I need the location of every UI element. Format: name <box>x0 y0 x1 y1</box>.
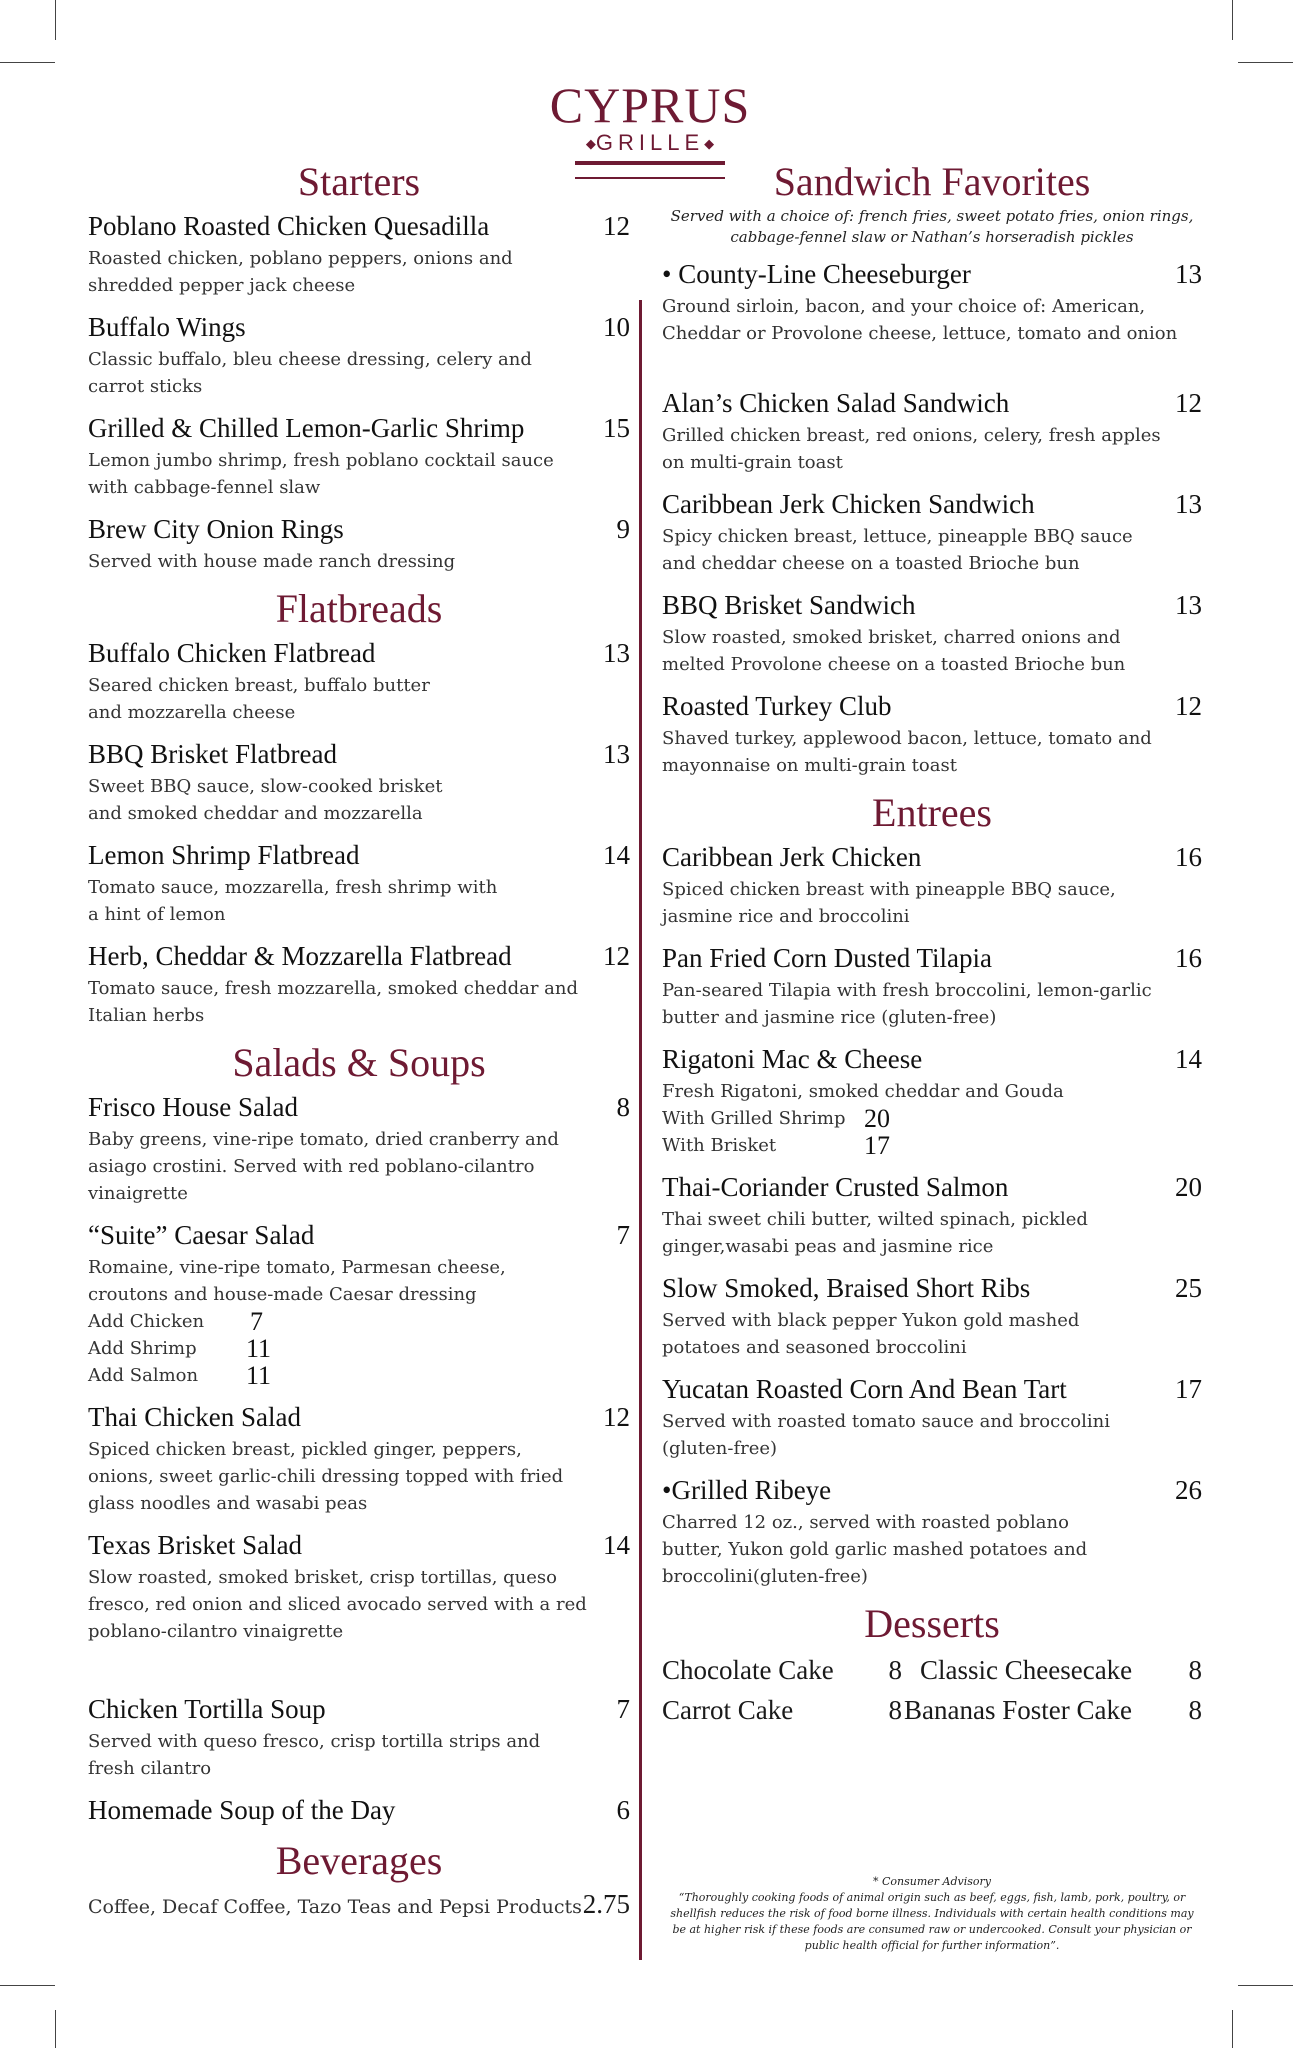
item-price: 17 <box>1175 1374 1202 1404</box>
item-description: Spiced chicken breast with pineapple BBQ sauce, jasmine rice and broccolini <box>662 879 1116 927</box>
dessert-item <box>902 1652 1202 1688</box>
logo-sub <box>540 130 760 157</box>
sandwiches-list <box>662 258 1202 779</box>
item-description: Classic buffalo, bleu cheese dressing, celery and carrot sticks <box>88 349 532 397</box>
item-name: Texas Brisket Salad <box>88 1530 303 1560</box>
section-title-starters: Starters <box>297 159 421 204</box>
menu-item <box>88 311 630 400</box>
item-name: • County-Line Cheeseburger <box>662 259 971 289</box>
item-price: 7 <box>616 1220 630 1250</box>
section-title-desserts: Desserts <box>864 1601 1000 1646</box>
item-name: Thai Chicken Salad <box>88 1402 301 1432</box>
item-name: Pan Fried Corn Dusted Tilapia <box>662 943 993 973</box>
starters-list <box>88 210 630 575</box>
item-price: 13 <box>603 638 630 668</box>
menu-item <box>88 839 630 928</box>
crop-mark <box>55 2010 56 2048</box>
item-price: 12 <box>603 941 630 971</box>
section-title-sandwiches: Sandwich Favorites <box>773 159 1091 204</box>
menu-item <box>662 1272 1202 1361</box>
logo-name: CYPRUS <box>549 77 751 133</box>
menu-item <box>662 589 1202 678</box>
item-description: Lemon jumbo shrimp, fresh poblano cocktail sauce with cabbage-fennel slaw <box>88 450 554 498</box>
item-description: Served with house made ranch dressing <box>88 551 456 572</box>
item-name: BBQ Brisket Sandwich <box>662 590 916 620</box>
addon-label: Add Salmon <box>88 1365 199 1386</box>
item-description: Baby greens, vine-ripe tomato, dried cranberry and asiago crostini. Served with red poblano-cilantro vinaigrette <box>88 1129 559 1204</box>
addon-price: 17 <box>864 1131 890 1160</box>
menu-item <box>662 1171 1202 1260</box>
dessert-item <box>662 1692 902 1728</box>
addon-price: 20 <box>864 1104 890 1133</box>
menu-item <box>662 1373 1202 1462</box>
item-name: Buffalo Chicken Flatbread <box>88 638 376 668</box>
addon-price: 11 <box>246 1361 272 1390</box>
addon-label: Add Chicken <box>88 1311 205 1332</box>
menu-item <box>662 387 1202 476</box>
item-name: Caribbean Jerk Chicken Sandwich <box>662 489 1035 519</box>
sandwiches-note: Served with a choice of: french fries, sweet potato fries, onion rings, cabbage-fennel slaw or Nathan’s horseradish pickles <box>670 207 1194 246</box>
item-name: Rigatoni Mac & Cheese <box>662 1044 923 1074</box>
item-price: 12 <box>1175 691 1202 721</box>
beverages-row <box>88 1889 630 1922</box>
dessert-item <box>662 1652 902 1688</box>
menu-item <box>662 841 1202 930</box>
item-description: Spiced chicken breast, pickled ginger, peppers, onions, sweet garlic-chili dressing topped with fried glass noodles and wasabi peas <box>88 1439 564 1514</box>
item-name: Poblano Roasted Chicken Quesadilla <box>88 211 490 241</box>
addon-price: 11 <box>246 1334 272 1363</box>
item-price: 16 <box>1175 842 1202 872</box>
item-price: 20 <box>1175 1172 1202 1202</box>
item-name: “Suite” Caesar Salad <box>88 1220 315 1250</box>
item-description: Ground sirloin, bacon, and your choice of: American, Cheddar or Provolone cheese, lettuce, tomato and onion <box>662 296 1178 344</box>
item-description: Fresh Rigatoni, smoked cheddar and Gouda <box>662 1081 1064 1102</box>
menu-item <box>662 690 1202 779</box>
item-price: 14 <box>603 1530 630 1560</box>
salads-list <box>88 1091 630 1827</box>
dessert-price: 8 <box>888 1695 902 1725</box>
flatbreads-list <box>88 637 630 1029</box>
dessert-price: 8 <box>1188 1655 1202 1685</box>
item-description: Served with black pepper Yukon gold mashed potatoes and seasoned broccolini <box>662 1310 1080 1358</box>
crop-mark <box>1238 62 1293 63</box>
advisory-text: “Thoroughly cooking foods of animal origin such as beef, eggs, fish, lamb, pork, poultry, or shellfish reduces the risk of food borne illness. Individuals with certain health conditions may be at higher risk if these foods are consumed raw or undercooked. Consult your physician or public health official for further information”. <box>670 1891 1194 1952</box>
dessert-item <box>902 1692 1202 1728</box>
item-description: Sweet BBQ sauce, slow-cooked brisket and smoked cheddar and mozzarella <box>88 776 443 824</box>
item-name: Grilled & Chilled Lemon-Garlic Shrimp <box>88 413 525 443</box>
dessert-price: 8 <box>888 1655 902 1685</box>
item-description: Tomato sauce, mozzarella, fresh shrimp with a hint of lemon <box>88 877 498 925</box>
section-title-salads: Salads & Soups <box>232 1040 486 1085</box>
item-price: 26 <box>1175 1475 1202 1505</box>
addon-label: With Grilled Shrimp <box>662 1108 846 1129</box>
item-price: 12 <box>603 1402 630 1432</box>
item-price: 13 <box>1175 489 1202 519</box>
beverages-text: Coffee, Decaf Coffee, Tazo Teas and Pepsi Products <box>88 1896 582 1918</box>
right-column <box>662 160 1202 1728</box>
menu-item <box>88 1693 630 1782</box>
item-description: Grilled chicken breast, red onions, celery, fresh apples on multi-grain toast <box>662 425 1161 473</box>
spacer <box>88 1657 630 1693</box>
item-name: Caribbean Jerk Chicken <box>662 842 922 872</box>
item-description: Slow roasted, smoked brisket, crisp tortillas, queso fresco, red onion and sliced avocado served with a red poblano-cilantro vinaigrette <box>88 1567 587 1642</box>
menu-item <box>88 738 630 827</box>
section-title-beverages: Beverages <box>275 1838 443 1883</box>
item-description: Pan-seared Tilapia with fresh broccolini, lemon-garlic butter and jasmine rice (gluten-free) <box>662 980 1152 1028</box>
item-description: Served with queso fresco, crisp tortilla strips and fresh cilantro <box>88 1731 541 1779</box>
item-description: Spicy chicken breast, lettuce, pineapple BBQ sauce and cheddar cheese on a toasted Brioche bun <box>662 526 1133 574</box>
dessert-name: Carrot Cake <box>662 1695 794 1725</box>
item-price: 14 <box>1175 1044 1202 1074</box>
item-name: Roasted Turkey Club <box>662 691 892 721</box>
item-price: 12 <box>1175 388 1202 418</box>
crop-mark <box>0 62 55 63</box>
menu-item <box>88 210 630 299</box>
item-price: 7 <box>616 1694 630 1724</box>
menu-item <box>88 1091 630 1207</box>
beverages-price: 2.75 <box>582 1889 630 1919</box>
item-name: Alan’s Chicken Salad Sandwich <box>662 388 1010 418</box>
menu-item <box>662 258 1202 347</box>
item-description: Tomato sauce, fresh mozzarella, smoked cheddar and Italian herbs <box>88 978 579 1026</box>
item-price: 6 <box>616 1795 630 1825</box>
item-name: Slow Smoked, Braised Short Ribs <box>662 1273 1031 1303</box>
section-title-entrees: Entrees <box>872 790 992 835</box>
section-title-flatbreads: Flatbreads <box>275 586 443 631</box>
crop-mark <box>1232 2010 1233 2048</box>
addon-row <box>88 1335 630 1362</box>
item-name: Homemade Soup of the Day <box>88 1795 396 1825</box>
item-name: Lemon Shrimp Flatbread <box>88 840 360 870</box>
item-name: Frisco House Salad <box>88 1092 298 1122</box>
consumer-advisory <box>662 1874 1202 1954</box>
left-column <box>88 160 630 1922</box>
addon-label: Add Shrimp <box>88 1338 197 1359</box>
dessert-name: Classic Cheesecake <box>920 1655 1133 1685</box>
item-price: 13 <box>1175 590 1202 620</box>
dessert-name: Bananas Foster Cake <box>904 1695 1132 1725</box>
menu-item <box>88 513 630 575</box>
menu-item <box>88 1401 630 1517</box>
item-description: Seared chicken breast, buffalo butter and mozzarella cheese <box>88 675 430 723</box>
advisory-title: * Consumer Advisory <box>872 1875 991 1888</box>
addon-row <box>88 1362 630 1389</box>
item-description: Shaved turkey, applewood bacon, lettuce, tomato and mayonnaise on multi-grain toast <box>662 728 1152 776</box>
menu-item <box>662 488 1202 577</box>
addon-row <box>662 1105 1202 1132</box>
item-price: 8 <box>616 1092 630 1122</box>
diamond-icon: ◆ <box>585 136 596 152</box>
diamond-icon: ◆ <box>704 136 715 152</box>
menu-item <box>88 1529 630 1645</box>
crop-mark <box>0 1985 55 1986</box>
desserts-grid <box>662 1652 1202 1728</box>
item-name: BBQ Brisket Flatbread <box>88 739 337 769</box>
item-name: •Grilled Ribeye <box>662 1475 832 1505</box>
logo-sub-text: GRILLE <box>595 130 705 155</box>
addon-row <box>662 1132 1202 1159</box>
item-price: 13 <box>603 739 630 769</box>
item-name: Buffalo Wings <box>88 312 246 342</box>
item-price: 12 <box>603 211 630 241</box>
addon-label: With Brisket <box>662 1135 777 1156</box>
item-price: 15 <box>603 413 630 443</box>
item-price: 14 <box>603 840 630 870</box>
menu-item <box>88 637 630 726</box>
item-name: Brew City Onion Rings <box>88 514 344 544</box>
menu-item <box>88 1219 630 1389</box>
item-name: Chicken Tortilla Soup <box>88 1694 326 1724</box>
item-price: 25 <box>1175 1273 1202 1303</box>
entrees-list <box>662 841 1202 1590</box>
item-price: 16 <box>1175 943 1202 973</box>
item-name: Herb, Cheddar & Mozzarella Flatbread <box>88 941 512 971</box>
menu-item <box>88 940 630 1029</box>
item-price: 10 <box>603 312 630 342</box>
item-name: Yucatan Roasted Corn And Bean Tart <box>662 1374 1067 1404</box>
crop-mark <box>1232 0 1233 40</box>
dessert-price: 8 <box>1188 1695 1202 1725</box>
menu-item <box>662 1043 1202 1159</box>
crop-mark <box>1238 1985 1293 1986</box>
item-description: Romaine, vine-ripe tomato, Parmesan cheese, croutons and house-made Caesar dressing <box>88 1257 506 1305</box>
item-name: Thai-Coriander Crusted Salmon <box>662 1172 1009 1202</box>
item-description: Served with roasted tomato sauce and broccolini (gluten-free) <box>662 1411 1110 1459</box>
item-price: 13 <box>1175 259 1202 289</box>
addon-price: 7 <box>250 1307 263 1336</box>
item-description: Thai sweet chili butter, wilted spinach, pickled ginger,wasabi peas and jasmine rice <box>662 1209 1088 1257</box>
menu-item <box>88 412 630 501</box>
menu-item <box>88 1794 630 1827</box>
dessert-name: Chocolate Cake <box>662 1655 834 1685</box>
menu-item <box>662 942 1202 1031</box>
item-description: Slow roasted, smoked brisket, charred onions and melted Provolone cheese on a toasted Brioche bun <box>662 627 1126 675</box>
addon-row <box>88 1308 630 1335</box>
menu-item <box>662 1474 1202 1590</box>
column-divider <box>639 300 642 1960</box>
item-description: Charred 12 oz., served with roasted poblano butter, Yukon gold garlic mashed potatoes and broccolini(gluten-free) <box>662 1512 1088 1587</box>
crop-mark <box>55 0 56 40</box>
item-description: Roasted chicken, poblano peppers, onions and shredded pepper jack cheese <box>88 248 513 296</box>
item-price: 9 <box>616 514 630 544</box>
